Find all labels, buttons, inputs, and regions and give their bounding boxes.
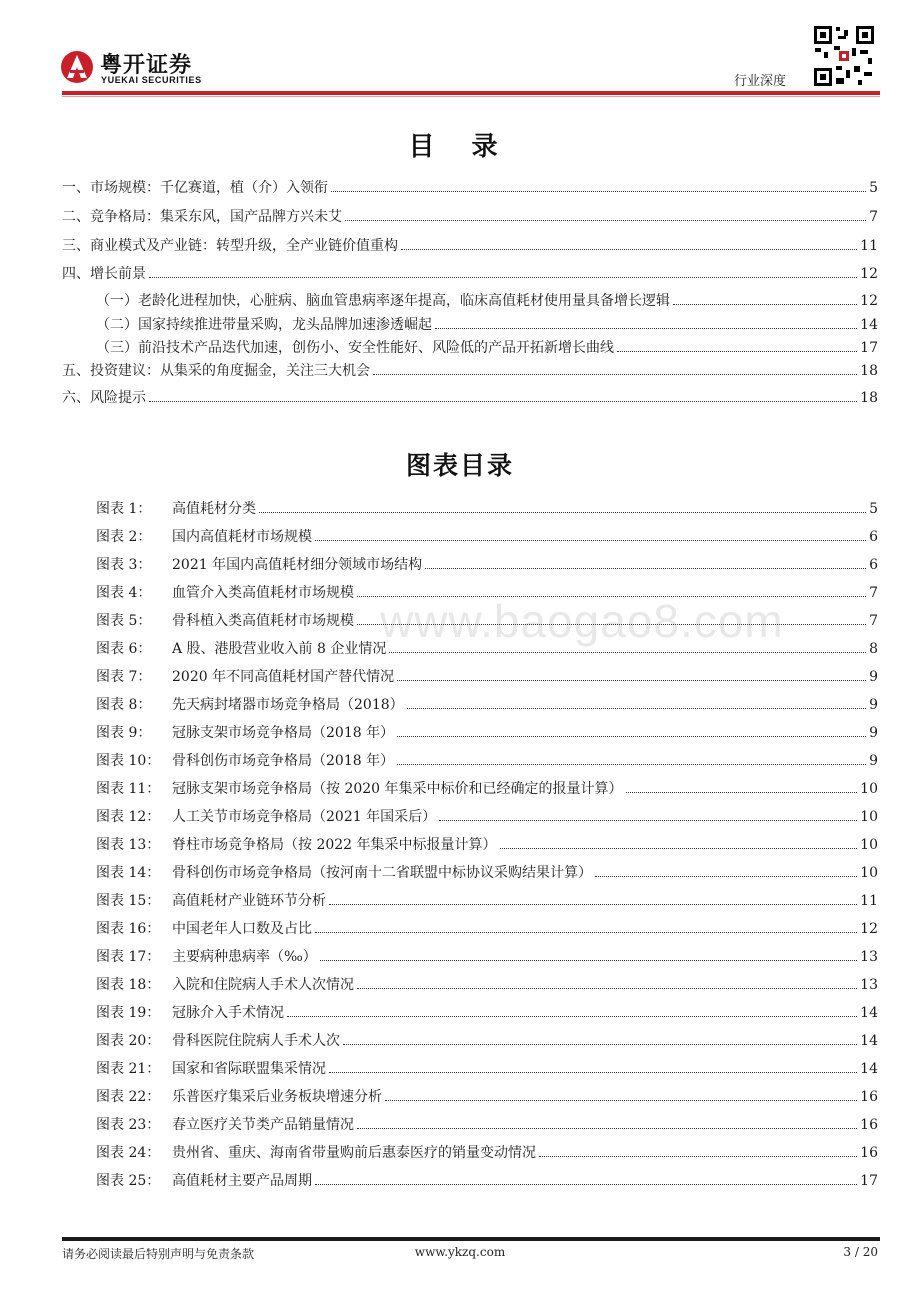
figure-entry[interactable]: [96, 555, 878, 575]
figure-entry[interactable]: [96, 1059, 878, 1079]
dot-leader: [149, 401, 857, 402]
dot-leader: [439, 820, 857, 821]
figure-entry[interactable]: [96, 611, 878, 631]
figure-page: 14: [860, 1061, 878, 1077]
header-divider-thin: [62, 96, 880, 97]
dot-leader: [673, 304, 857, 305]
figure-label: 主要病种患病率（‰）: [172, 949, 317, 965]
figure-label: 骨科植入类高值耗材市场规模: [172, 613, 354, 629]
figure-label: 高值耗材产业链环节分析: [172, 893, 326, 909]
toc-entry-label: 六、风险提示: [62, 390, 146, 406]
toc-entry-label: （二）国家持续推进带量采购，龙头品牌加速渗透崛起: [96, 317, 432, 333]
figure-number: 图表 21：: [96, 1061, 161, 1077]
figure-entry[interactable]: [96, 1171, 878, 1191]
figure-page: 11: [860, 893, 878, 909]
dot-leader: [357, 988, 857, 989]
dot-leader: [595, 876, 857, 877]
dot-leader: [385, 1100, 857, 1101]
dot-leader: [617, 351, 857, 352]
dot-leader: [343, 1044, 857, 1045]
figure-number: 图表 11：: [96, 781, 161, 797]
figure-entry[interactable]: [96, 639, 878, 659]
figure-label: 脊柱市场竞争格局（按 2022 年集采中标报量计算）: [172, 837, 497, 853]
figure-number: 图表 17：: [96, 949, 161, 965]
figure-label: A 股、港股营业收入前 8 企业情况: [172, 641, 387, 657]
figure-number: 图表 14：: [96, 865, 161, 881]
dot-leader: [401, 249, 857, 250]
figure-page: 9: [869, 697, 878, 713]
toc-entry-label: 五、投资建议：从集采的角度掘金，关注三大机会: [62, 363, 370, 379]
figure-number: 图表 25：: [96, 1173, 161, 1189]
figure-label: 国家和省际联盟集采情况: [172, 1061, 326, 1077]
figure-page: 12: [860, 921, 878, 937]
dot-leader: [287, 1016, 857, 1017]
figure-page: 7: [869, 613, 878, 629]
figure-page: 9: [869, 753, 878, 769]
figure-page: 16: [860, 1089, 878, 1105]
figure-page: 7: [869, 585, 878, 601]
figure-page: 6: [869, 529, 878, 545]
figure-number: 图表 3：: [96, 557, 152, 573]
figure-page: 10: [860, 865, 878, 881]
dot-leader: [539, 1156, 857, 1157]
toc-entry[interactable]: [62, 207, 878, 227]
disclaimer-notice: 请务必阅读最后特别声明与免责条款: [62, 1247, 255, 1261]
figure-entry[interactable]: [96, 1087, 878, 1107]
figure-number: 图表 23：: [96, 1117, 161, 1133]
figure-entry[interactable]: [96, 667, 878, 687]
toc-entry-page: 5: [869, 180, 878, 196]
figure-page: 5: [869, 501, 878, 517]
dot-leader: [500, 848, 858, 849]
toc-title: 目 录: [408, 132, 512, 162]
figure-entry[interactable]: [96, 499, 878, 519]
figure-number: 图表 12：: [96, 809, 161, 825]
qr-code-icon: [812, 24, 876, 88]
figure-number: 图表 6：: [96, 641, 152, 657]
dot-leader: [357, 1128, 857, 1129]
dot-leader: [315, 540, 866, 541]
toc-entry[interactable]: [62, 264, 878, 284]
figure-list-title: 图表目录: [405, 451, 514, 480]
toc-subentry[interactable]: [96, 291, 878, 311]
figure-number: 图表 15：: [96, 893, 161, 909]
figure-label: 入院和住院病人手术人次情况: [172, 977, 354, 993]
dot-leader: [397, 680, 866, 681]
figure-label: 冠脉支架市场竞争格局（2018 年）: [172, 725, 395, 741]
figure-entry[interactable]: [96, 583, 878, 603]
figure-number: 图表 16：: [96, 921, 161, 937]
dot-leader: [329, 1072, 857, 1073]
figure-label: 人工关节市场竞争格局（2021 年国采后）: [172, 809, 437, 825]
figure-entry[interactable]: [96, 807, 878, 827]
figure-entry[interactable]: [96, 695, 878, 715]
dot-leader: [435, 328, 857, 329]
figure-entry[interactable]: [96, 891, 878, 911]
watermark: www.baogao8.com: [380, 595, 784, 647]
dot-leader: [329, 904, 857, 905]
figure-page: 8: [869, 641, 878, 657]
figure-page: 10: [860, 837, 878, 853]
figure-label: 冠脉介入手术情况: [172, 1005, 284, 1021]
figure-page: 6: [869, 557, 878, 573]
dot-leader: [407, 708, 866, 709]
report-type-label: 行业深度: [734, 74, 787, 89]
dot-leader: [357, 624, 866, 625]
brand-name-en: YUEKAI SECURITIES: [101, 75, 202, 85]
toc-entry-label: （三）前沿技术产品迭代加速，创伤小、安全性能好、风险低的产品开拓新增长曲线: [96, 340, 614, 356]
figure-entry[interactable]: [96, 723, 878, 743]
dot-leader: [373, 374, 857, 375]
toc-entry-page: 7: [869, 209, 878, 225]
figure-page: 9: [869, 725, 878, 741]
figure-entry[interactable]: [96, 1115, 878, 1135]
figure-number: 图表 22：: [96, 1089, 161, 1105]
figure-entry[interactable]: [96, 835, 878, 855]
figure-label: 2020 年不同高值耗材国产替代情况: [172, 669, 395, 685]
toc-entry-label: 二、竞争格局：集采东风，国产品牌方兴未艾: [62, 209, 342, 225]
dot-leader: [389, 652, 866, 653]
figure-page: 9: [869, 669, 878, 685]
figure-number: 图表 20：: [96, 1033, 161, 1049]
dot-leader: [345, 220, 866, 221]
toc-entry-page: 11: [860, 238, 878, 254]
figure-label: 骨科创伤市场竞争格局（按河南十二省联盟中标协议采购结果计算）: [172, 865, 592, 881]
dot-leader: [315, 932, 857, 933]
figure-number: 图表 7：: [96, 669, 152, 685]
dot-leader: [425, 568, 866, 569]
figure-entry[interactable]: [96, 863, 878, 883]
figure-number: 图表 18：: [96, 977, 161, 993]
toc-entry-label: （一）老龄化进程加快，心脏病、脑血管患病率逐年提高，临床高值耗材使用量具备增长逻辑: [96, 293, 670, 309]
figure-page: 17: [860, 1173, 878, 1189]
website-link[interactable]: www.ykzq.com: [414, 1245, 506, 1259]
page-header: [0, 0, 920, 100]
figure-label: 冠脉支架市场竞争格局（按 2020 年集采中标价和已经确定的报量计算）: [172, 781, 623, 797]
figure-entry[interactable]: [96, 1003, 878, 1023]
figure-number: 图表 4：: [96, 585, 152, 601]
toc-entry-label: 一、市场规模：千亿赛道，植（介）入领衔: [62, 180, 328, 196]
figure-label: 先天病封堵器市场竞争格局（2018）: [172, 697, 404, 713]
toc-subentry[interactable]: [96, 338, 878, 358]
figure-number: 图表 2：: [96, 529, 152, 545]
toc-entry-label: 四、增长前景: [62, 266, 146, 282]
figure-page: 13: [860, 977, 878, 993]
figure-number: 图表 9：: [96, 725, 152, 741]
figure-entry[interactable]: [96, 527, 878, 547]
figure-number: 图表 1：: [96, 501, 152, 517]
figure-entry[interactable]: [96, 1143, 878, 1163]
toc-entry-page: 12: [860, 293, 878, 309]
header-divider: [62, 91, 880, 95]
figure-number: 图表 8：: [96, 697, 152, 713]
dot-leader: [315, 1184, 857, 1185]
figure-number: 图表 19：: [96, 1005, 161, 1021]
figure-label: 高值耗材分类: [172, 501, 256, 517]
dot-leader: [397, 764, 866, 765]
dot-leader: [331, 191, 866, 192]
figure-number: 图表 5：: [96, 613, 152, 629]
figure-entry[interactable]: [96, 947, 878, 967]
figure-page: 14: [860, 1033, 878, 1049]
dot-leader: [149, 277, 857, 278]
figure-page: 16: [860, 1145, 878, 1161]
toc-entry[interactable]: [62, 388, 878, 408]
figure-label: 血管介入类高值耗材市场规模: [172, 585, 354, 601]
dot-leader: [357, 596, 866, 597]
figure-label: 乐普医疗集采后业务板块增速分析: [172, 1089, 382, 1105]
toc-entry[interactable]: [62, 236, 878, 256]
figure-number: 图表 24：: [96, 1145, 161, 1161]
figure-label: 骨科医院住院病人手术人次: [172, 1033, 340, 1049]
toc-entry-page: 18: [860, 363, 878, 379]
figure-entry[interactable]: [96, 1031, 878, 1051]
figure-entry[interactable]: [96, 751, 878, 771]
toc-entry-page: 18: [860, 390, 878, 406]
figure-page: 10: [860, 809, 878, 825]
toc-entry[interactable]: [62, 361, 878, 381]
brand-name-cn: 粤开证券: [100, 53, 193, 78]
figure-entry[interactable]: [96, 779, 878, 799]
footer-divider: [62, 1237, 880, 1241]
toc-entry-page: 14: [860, 317, 878, 333]
toc-entry-page: 12: [860, 266, 878, 282]
dot-leader: [626, 792, 858, 793]
dot-leader: [259, 512, 866, 513]
toc-subentry[interactable]: [96, 315, 878, 335]
figure-label: 2021 年国内高值耗材细分领域市场结构: [172, 557, 423, 573]
page-number: 3 / 20: [843, 1245, 878, 1259]
figure-entry[interactable]: [96, 919, 878, 939]
figure-label: 春立医疗关节类产品销量情况: [172, 1117, 354, 1133]
figure-page: 16: [860, 1117, 878, 1133]
figure-label: 中国老年人口数及占比: [172, 921, 312, 937]
figure-label: 骨科创伤市场竞争格局（2018 年）: [172, 753, 395, 769]
figure-label: 贵州省、重庆、海南省带量购前后惠泰医疗的销量变动情况: [172, 1145, 536, 1161]
toc-entry[interactable]: [62, 178, 878, 198]
figure-page: 14: [860, 1005, 878, 1021]
figure-label: 高值耗材主要产品周期: [172, 1173, 312, 1189]
toc-entry-page: 17: [860, 340, 878, 356]
figure-page: 10: [860, 781, 878, 797]
figure-page: 13: [860, 949, 878, 965]
toc-entry-label: 三、商业模式及产业链：转型升级，全产业链价值重构: [62, 238, 398, 254]
figure-entry[interactable]: [96, 975, 878, 995]
figure-number: 图表 10：: [96, 753, 161, 769]
yuekai-logo-icon: [60, 50, 94, 84]
dot-leader: [397, 736, 866, 737]
figure-number: 图表 13：: [96, 837, 161, 853]
figure-label: 国内高值耗材市场规模: [172, 529, 312, 545]
dot-leader: [320, 960, 857, 961]
